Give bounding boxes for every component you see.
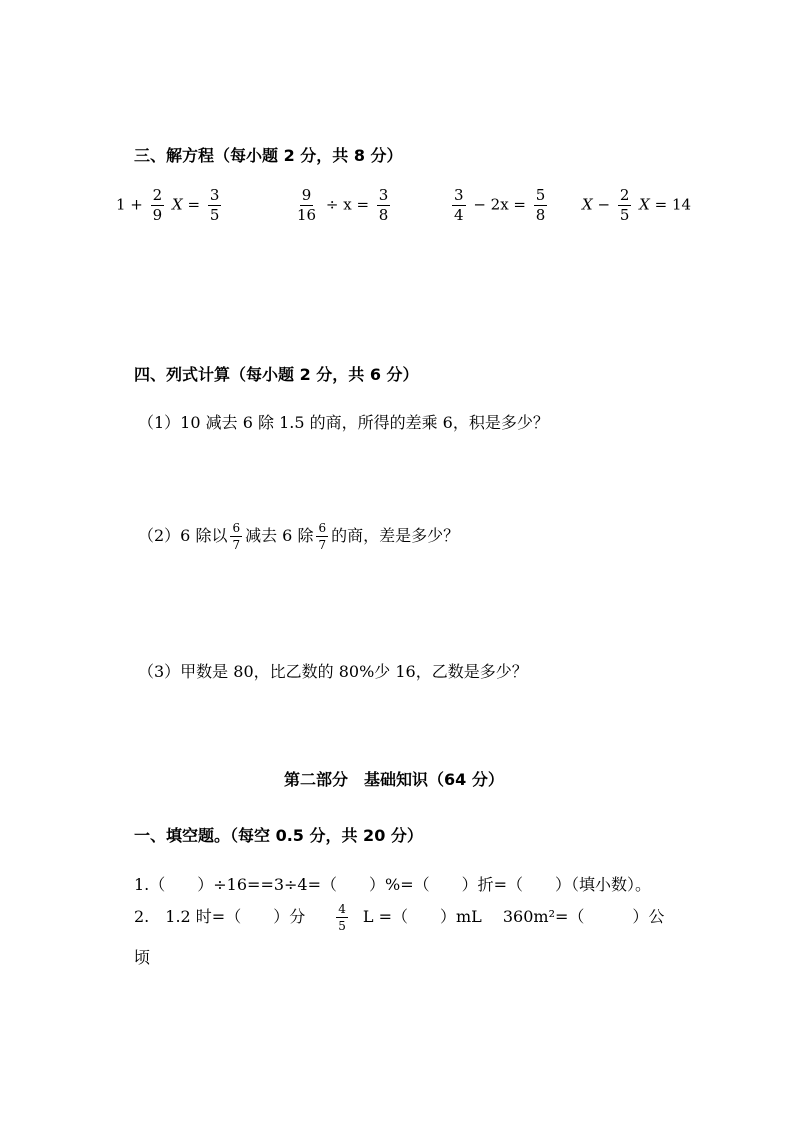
q2-fraction-1: $\frac{6}{7}$ — [232, 521, 241, 552]
section4-title: 四、列式计算（每小题 2 分，共 6 分） — [134, 365, 419, 384]
eq1-equals: = — [187, 195, 201, 214]
eq4-operator: − — [597, 195, 611, 214]
eq4-fraction: $\frac{2}{5}$ — [619, 186, 630, 224]
section1-title: 一、填空题。（每空 0.5 分，共 20 分） — [134, 826, 423, 845]
eq1-lead: 1 + — [116, 195, 143, 214]
eq4-variable: X — [582, 195, 593, 214]
section3-title: 三、解方程（每小题 2 分，共 8 分） — [134, 146, 403, 165]
question-3: （3）甲数是 80，比乙数的 80%少 16，乙数是多少？ — [138, 662, 528, 681]
part2-title: 第二部分 基础知识（64 分） — [284, 770, 504, 789]
equation-4 — [582, 188, 691, 223]
question-1: （1）10 减去 6 除 1.5 的商，所得的差乘 6，积是多少？ — [138, 413, 549, 432]
fill-line-1: 1.（ ）÷16==3÷4=（ ）%=（ ）折=（ ）（填小数）。 — [134, 875, 652, 894]
eq2-fraction: $\frac{9}{16}$ — [297, 186, 317, 224]
fill-line-3: 顷 — [134, 948, 151, 967]
fill-line-2: 2. 1.2 时=（ ）分 $\frac{4}{5}$ L =（ ）mL 360m²=（ ）公 — [134, 902, 665, 933]
eq2-operator: ÷ x = — [325, 195, 370, 214]
eq1-result-fraction: $\frac{3}{5}$ — [209, 186, 220, 224]
equation-2 — [292, 188, 393, 223]
eq3-fraction: $\frac{3}{4}$ — [454, 186, 464, 224]
q2-fraction-2: $\frac{6}{7}$ — [318, 521, 327, 552]
eq3-operator: − 2x = — [473, 195, 527, 214]
eq2-result-fraction: $\frac{3}{8}$ — [378, 186, 389, 224]
eq1-variable: X — [172, 195, 183, 214]
line2-fraction: $\frac{4}{5}$ — [338, 902, 346, 933]
eq3-result-fraction: $\frac{5}{8}$ — [535, 186, 546, 224]
question-2: （2）6 除以 $\frac{6}{7}$ 减去 6 除 $\frac{6}{7}$ 的商，差是多少？ — [138, 521, 460, 552]
equation-3 — [449, 188, 550, 223]
eq4-variable-2: X — [639, 195, 650, 214]
eq1-fraction: $\frac{2}{9}$ — [152, 186, 163, 224]
equation-1 — [116, 188, 224, 223]
eq4-rest: = 14 — [654, 195, 692, 214]
